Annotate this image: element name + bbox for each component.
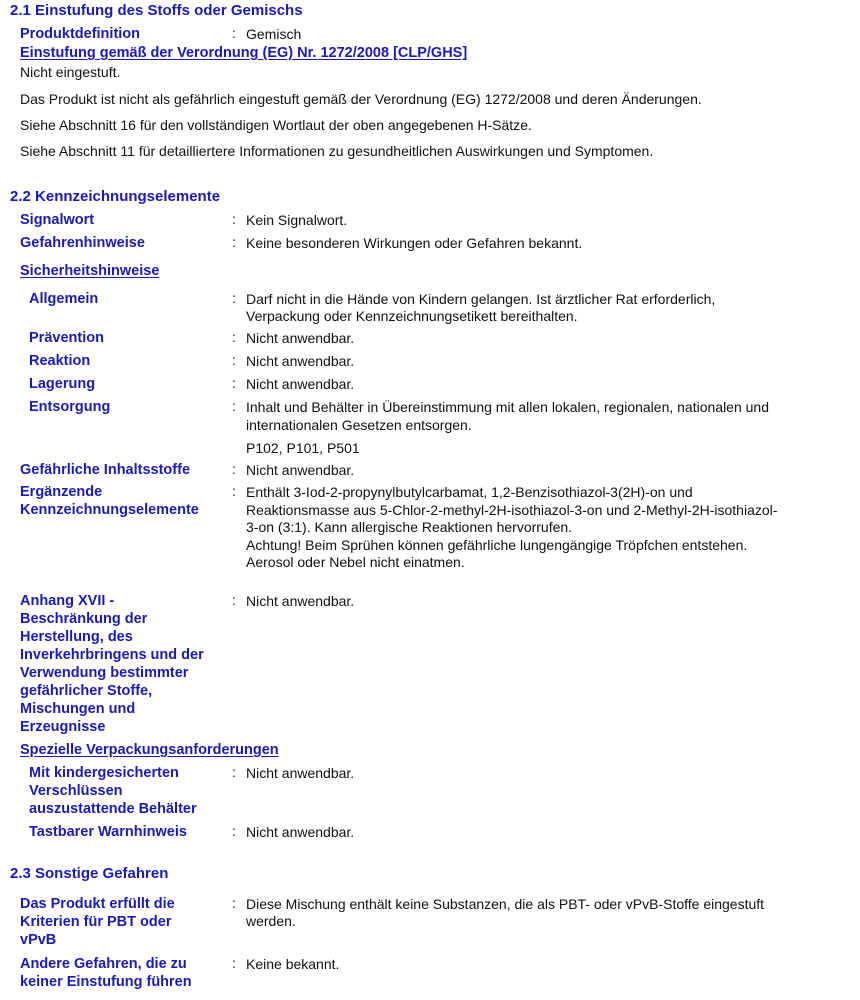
hazard-statements-label: Gefahrenhinweise (20, 235, 145, 251)
colon: : (232, 290, 236, 306)
childproof-label-line1: Mit kindergesicherten (29, 765, 179, 781)
reaction-value: Nicht anwendbar. (246, 353, 355, 369)
annex-xvii-label-line5: Verwendung bestimmter (20, 665, 189, 681)
product-definition-value: Gemisch (246, 26, 302, 42)
annex-xvii-label-line2: Beschränkung der (20, 611, 148, 627)
colon: : (232, 234, 236, 250)
colon: : (232, 483, 236, 499)
childproof-value: Nicht anwendbar. (246, 765, 355, 781)
hazardous-ingredients-value: Nicht anwendbar. (246, 462, 355, 478)
colon: : (232, 352, 236, 368)
hazard-statements-value: Keine besonderen Wirkungen oder Gefahren bekannt. (246, 235, 583, 251)
classification-paragraph: Das Produkt ist nicht als gefährlich eingestuft gemäß der Verordnung (EG) 1272/2008 und deren Änderungen. (20, 91, 702, 107)
annex-xvii-label-line8: Erzeugnisse (20, 719, 106, 735)
supplemental-value-line1: Enthält 3-Iod-2-propynylbutylcarbamat, 1,2-Benzisothiazol-3(2H)-on und (246, 484, 693, 500)
health-info-reference: Siehe Abschnitt 11 für detailliertere Informationen zu gesundheitlichen Auswirkungen und Symptomen. (20, 143, 654, 159)
tactile-warning-value: Nicht anwendbar. (246, 824, 355, 840)
tactile-warning-label: Tastbarer Warnhinweis (29, 824, 187, 840)
colon: : (232, 764, 236, 780)
disposal-value-line1: Inhalt und Behälter in Übereinstimmung mit allen lokalen, regionalen, nationalen und (246, 399, 769, 415)
supplemental-value-line4: Achtung! Beim Sprühen können gefährliche lungengängige Tröpfchen entstehen. (246, 537, 748, 553)
colon: : (232, 25, 236, 41)
other-hazards-label-line2: keiner Einstufung führen (20, 974, 192, 990)
storage-value: Nicht anwendbar. (246, 376, 355, 392)
general-value-line2: Verpackung oder Kennzeichnungsetikett bereithalten. (246, 308, 578, 324)
colon: : (232, 329, 236, 345)
signal-word-value: Kein Signalwort. (246, 212, 348, 228)
product-definition-label: Produktdefinition (20, 26, 141, 42)
pbt-value-line2: werden. (246, 913, 296, 929)
pbt-label-line2: Kriterien für PBT oder (20, 914, 172, 930)
section-2-3-heading: 2.3 Sonstige Gefahren (10, 865, 169, 882)
h-statements-reference: Siehe Abschnitt 16 für den vollständigen Wortlaut der oben angegebenen H-Sätze. (20, 117, 532, 133)
childproof-label-line2: Verschlüssen (29, 783, 123, 799)
prevention-value: Nicht anwendbar. (246, 330, 355, 346)
supplemental-label-line1: Ergänzende (20, 484, 103, 500)
annex-xvii-value: Nicht anwendbar. (246, 593, 355, 609)
clp-classification-heading: Einstufung gemäß der Verordnung (EG) Nr. 1272/2008 [CLP/GHS] (20, 45, 468, 61)
colon: : (232, 398, 236, 414)
annex-xvii-label-line3: Herstellung, des (20, 629, 133, 645)
section-2-2-heading: 2.2 Kennzeichnungselemente (10, 188, 221, 205)
p-codes: P102, P101, P501 (246, 440, 360, 456)
childproof-label-line3: auszustattende Behälter (29, 801, 197, 817)
pbt-label-line1: Das Produkt erfüllt die (20, 896, 175, 912)
colon: : (232, 823, 236, 839)
reaction-label: Reaktion (29, 353, 91, 369)
disposal-value-line2: internationalen Gesetzen entsorgen. (246, 417, 472, 433)
other-hazards-label-line1: Andere Gefahren, die zu (20, 956, 187, 972)
prevention-label: Prävention (29, 330, 104, 346)
colon: : (232, 461, 236, 477)
packaging-requirements-heading: Spezielle Verpackungsanforderungen (20, 742, 279, 758)
supplemental-value-line3: 3-on (3:1). Kann allergische Reaktionen hervorrufen. (246, 519, 573, 535)
colon: : (232, 211, 236, 227)
disposal-label: Entsorgung (29, 399, 111, 415)
colon: : (232, 955, 236, 971)
general-value-line1: Darf nicht in die Hände von Kindern gelangen. Ist ärztlicher Rat erforderlich, (246, 291, 716, 307)
colon: : (232, 375, 236, 391)
pbt-label-line3: vPvB (20, 932, 57, 948)
pbt-value-line1: Diese Mischung enthält keine Substanzen, die als PBT- oder vPvB-Stoffe eingestuft (246, 896, 765, 912)
supplemental-value-line2: Reaktionsmasse aus 5-Chlor-2-methyl-2H-isothiazol-3-on und 2-Methyl-2H-isothiazol- (246, 502, 778, 518)
colon: : (232, 592, 236, 608)
annex-xvii-label-line4: Inverkehrbringens und der (20, 647, 204, 663)
not-classified-text: Nicht eingestuft. (20, 64, 121, 80)
precautionary-statements-heading: Sicherheitshinweise (20, 263, 160, 279)
supplemental-label-line2: Kennzeichnungselemente (20, 502, 199, 518)
signal-word-label: Signalwort (20, 212, 95, 228)
hazardous-ingredients-label: Gefährliche Inhaltsstoffe (20, 462, 191, 478)
general-label: Allgemein (29, 291, 99, 307)
annex-xvii-label-line6: gefährlicher Stoffe, (20, 683, 153, 699)
annex-xvii-label-line7: Mischungen und (20, 701, 136, 717)
supplemental-value-line5: Aerosol oder Nebel nicht einatmen. (246, 554, 465, 570)
other-hazards-value: Keine bekannt. (246, 956, 340, 972)
colon: : (232, 895, 236, 911)
section-2-1-heading: 2.1 Einstufung des Stoffs oder Gemischs (10, 2, 303, 19)
annex-xvii-label-line1: Anhang XVII - (20, 593, 115, 609)
storage-label: Lagerung (29, 376, 96, 392)
